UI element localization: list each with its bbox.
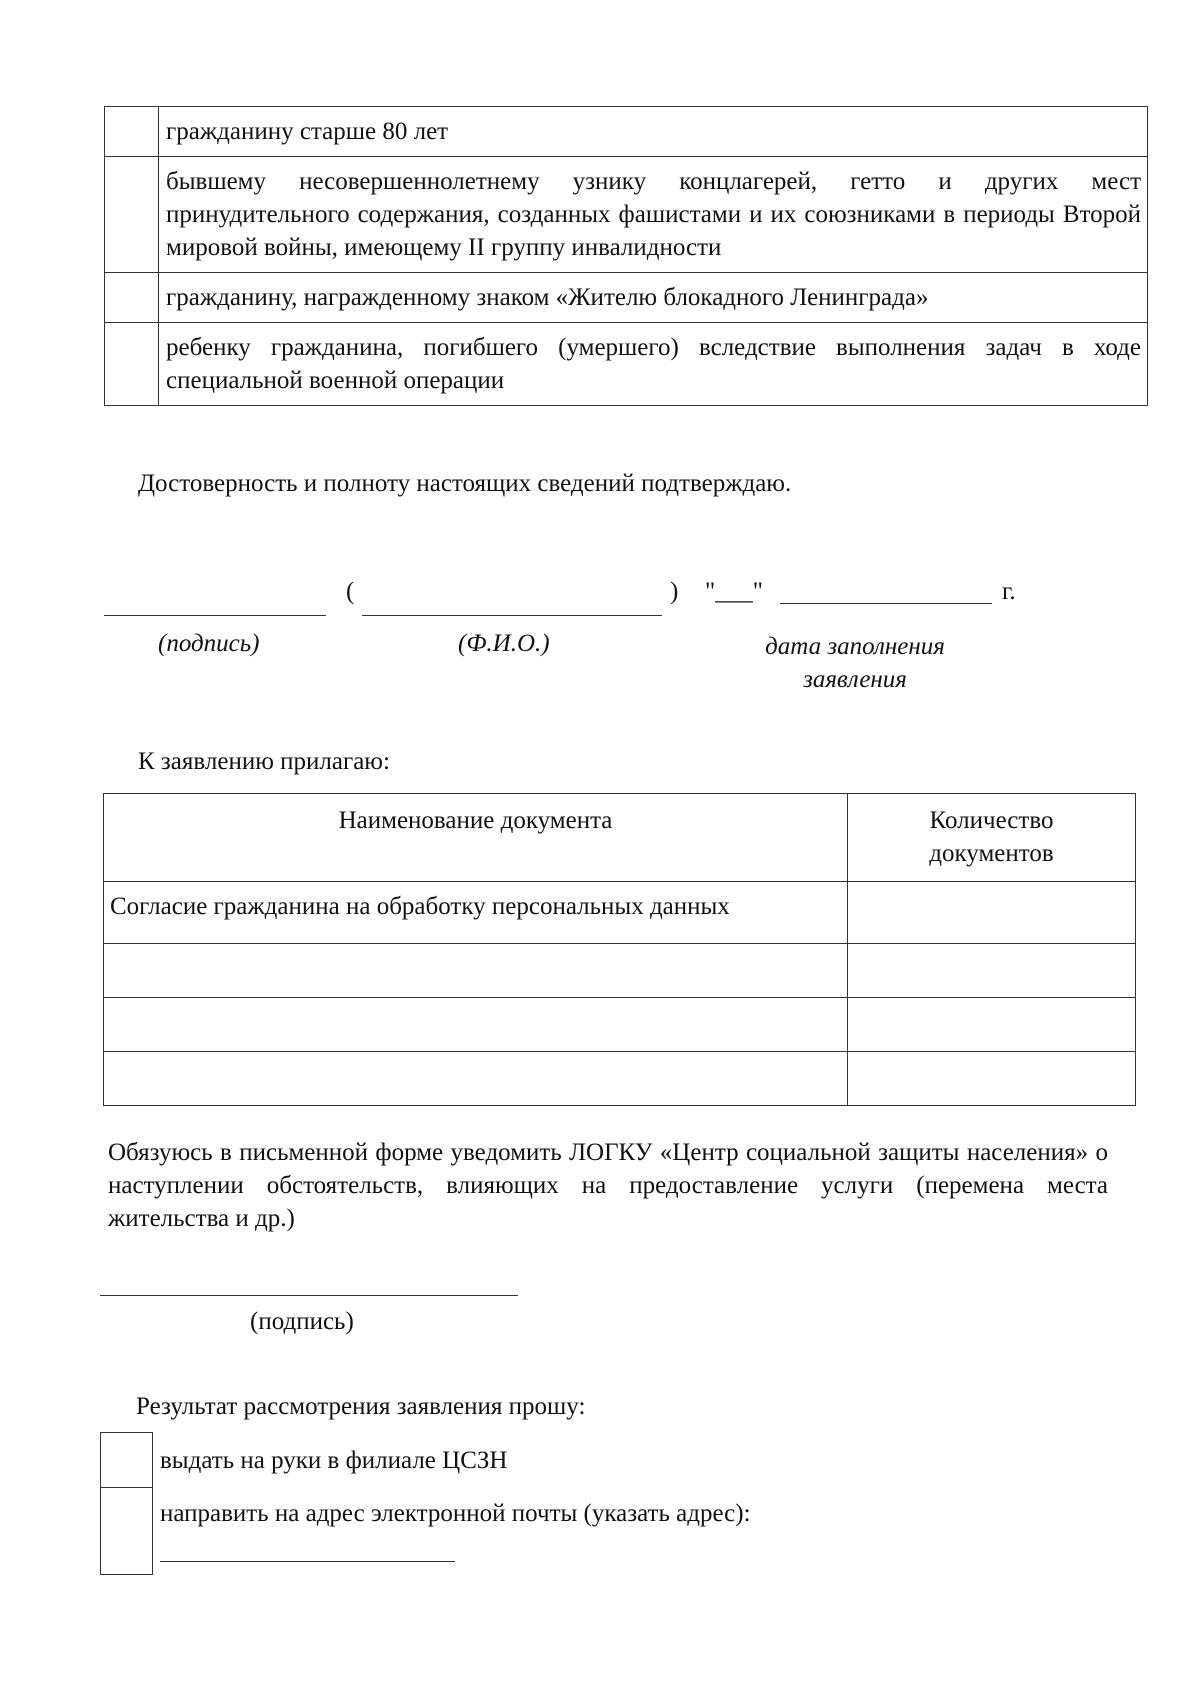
email-address-line[interactable] bbox=[160, 1561, 455, 1562]
attachment-name-cell[interactable] bbox=[104, 944, 848, 998]
attachment-qty-cell[interactable] bbox=[848, 998, 1136, 1052]
attachment-row bbox=[104, 998, 1136, 1052]
attachment-name-cell[interactable] bbox=[104, 1052, 848, 1106]
category-checkbox[interactable] bbox=[105, 323, 159, 406]
category-row bbox=[105, 273, 1148, 323]
category-table bbox=[104, 106, 1148, 406]
header-document-qty bbox=[848, 794, 1136, 882]
obligation-signature-line[interactable] bbox=[100, 1295, 518, 1296]
attachment-row bbox=[104, 882, 1136, 944]
year-suffix: г. bbox=[1002, 578, 1016, 605]
category-text: бывшему несовершеннолетнему узнику концлагерей, гетто и других мест принудительного содержания, созданных фашистами и их союзниками в периоды Второй мировой войны, имеющему II группу инвалидности bbox=[159, 157, 1148, 273]
signature-line[interactable] bbox=[104, 615, 326, 616]
header-qty-line2: документов bbox=[929, 840, 1054, 867]
open-paren: ( bbox=[346, 578, 355, 605]
attachment-qty-cell[interactable] bbox=[848, 1052, 1136, 1106]
attachment-row bbox=[104, 944, 1136, 998]
result-option-label: направить на адрес электронной почты (указать адрес): bbox=[160, 1500, 751, 1527]
date-label-line2: заявления bbox=[803, 666, 907, 693]
category-text: гражданину, награжденному знаком «Жителю блокадного Ленинграда» bbox=[159, 273, 1148, 323]
attachment-name-cell[interactable] bbox=[104, 998, 848, 1052]
obligation-text: Обязуюсь в письменной форме уведомить ЛОГКУ «Центр социальной защиты населения» о наступлении обстоятельств, влияющих на предоставление услуги (перемена места жительства и др.) bbox=[108, 1139, 1108, 1232]
fio-line[interactable] bbox=[362, 615, 662, 616]
signature-label: (подпись) bbox=[158, 630, 260, 657]
attachments-intro: К заявлению прилагаю: bbox=[138, 748, 390, 775]
attachments-header-row bbox=[104, 794, 1136, 882]
date-line[interactable] bbox=[780, 603, 992, 604]
result-option-label: выдать на руки в филиале ЦСЗН bbox=[160, 1447, 508, 1474]
attachment-name-cell[interactable]: Согласие гражданина на обработку персональных данных bbox=[104, 882, 848, 944]
category-text: ребенку гражданина, погибшего (умершего) вследствие выполнения задач в ходе специальной военной операции bbox=[159, 323, 1148, 406]
confirmation-text: Достоверность и полноту настоящих сведений подтверждаю. bbox=[138, 470, 792, 497]
result-intro: Результат рассмотрения заявления прошу: bbox=[136, 1393, 586, 1420]
category-row bbox=[105, 323, 1148, 406]
close-paren: ) bbox=[670, 578, 679, 605]
header-qty-line1: Количество bbox=[929, 807, 1054, 834]
category-checkbox[interactable] bbox=[105, 273, 159, 323]
category-checkbox[interactable] bbox=[105, 107, 159, 157]
category-row bbox=[105, 157, 1148, 273]
result-option-checkbox[interactable] bbox=[100, 1432, 153, 1488]
result-option-checkbox[interactable] bbox=[100, 1487, 153, 1575]
attachment-qty-cell[interactable] bbox=[848, 944, 1136, 998]
attachments-table bbox=[103, 793, 1136, 1106]
attachment-qty-cell[interactable] bbox=[848, 882, 1136, 944]
category-checkbox[interactable] bbox=[105, 157, 159, 273]
category-text: гражданину старше 80 лет bbox=[159, 107, 1148, 157]
obligation-signature-label: (подпись) bbox=[250, 1308, 354, 1335]
date-day-field[interactable]: "___" bbox=[705, 578, 763, 605]
date-label bbox=[740, 630, 970, 696]
header-document-name: Наименование документа bbox=[104, 794, 848, 882]
fio-label: (Ф.И.О.) bbox=[458, 630, 550, 657]
attachment-row bbox=[104, 1052, 1136, 1106]
category-row bbox=[105, 107, 1148, 157]
date-label-line1: дата заполнения bbox=[765, 633, 945, 660]
